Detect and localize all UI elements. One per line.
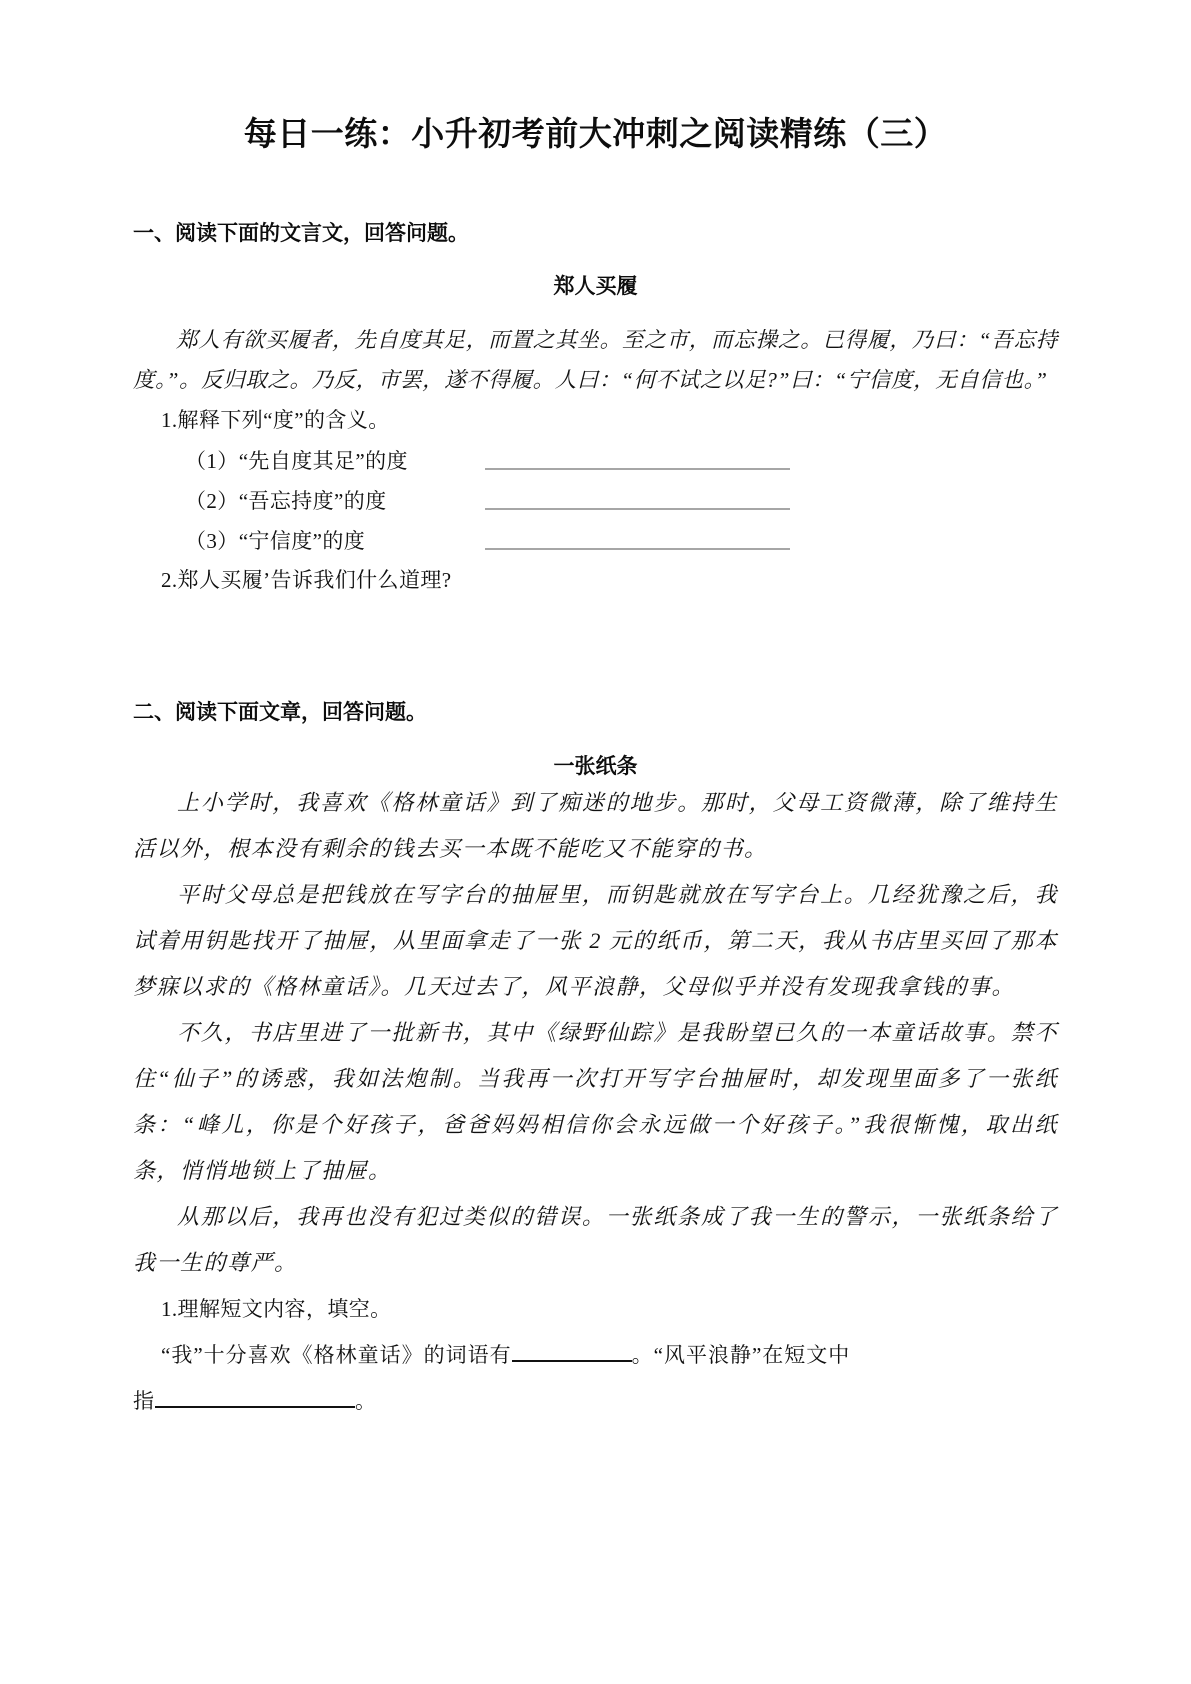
classical-passage-title: 郑人买履 — [553, 274, 638, 298]
question-1-item-1-label: （1）“先自度其足”的度 — [185, 449, 408, 473]
question-1-item-3-label: （3）“宁信度”的度 — [185, 529, 366, 553]
essay-paragraph: 不久，书店里进了一批新书，其中《绿野仙踪》是我盼望已久的一本童话故事。禁不住“仙子”的诱惑，我如法炮制。当我再一次打开写字台抽屉时，却发现里面多了一张纸条：“峰儿，你是个好孩子，爸爸妈妈相信你会永远做一个好孩子。”我很惭愧，取出纸条，悄悄地锁上了抽屉。 — [133, 1020, 1058, 1183]
fill-in-line-2-text-b: 。 — [355, 1389, 377, 1413]
fill-in-blank-1[interactable] — [512, 1360, 632, 1362]
answer-rule-3[interactable] — [485, 548, 790, 550]
answer-rule-1[interactable] — [485, 468, 790, 470]
question-1-prompt: 1.解释下列“度”的含义。 — [161, 408, 390, 432]
answer-row-3 — [133, 520, 1058, 560]
fill-in-line-1-text-b: 。“风平浪静”在短文中 — [631, 1343, 851, 1367]
essay-passage-title: 一张纸条 — [553, 754, 638, 778]
fill-in-line-1-text-a: “我”十分喜欢《格林童话》的词语有 — [161, 1343, 512, 1367]
essay-paragraph: 上小学时，我喜欢《格林童话》到了痴迷的地步。那时，父母工资微薄，除了维持生活以外，根本没有剩余的钱去买一本既不能吃又不能穿的书。 — [133, 790, 1058, 861]
answer-row-1 — [133, 440, 1058, 480]
question-1-item-2-label: （2）“吾忘持度”的度 — [185, 489, 387, 513]
fill-in-line-2 — [133, 1378, 1058, 1424]
essay-question-1-prompt: 1.理解短文内容，填空。 — [161, 1297, 392, 1321]
answer-rule-2[interactable] — [485, 508, 790, 510]
essay-paragraph: 平时父母总是把钱放在写字台的抽屉里，而钥匙就放在写字台上。几经犹豫之后，我试着用钥匙找开了抽屉，从里面拿走了一张 2 元的纸币，第二天，我从书店里买回了那本梦寐以求的《格林童话》。几天过去了，风平浪静，父母似乎并没有发现我拿钱的事。 — [133, 882, 1058, 999]
section-one-heading: 一、阅读下面的文言文，回答问题。 — [133, 221, 469, 245]
classical-passage-text: 郑人有欲买履者，先自度其足，而置之其坐。至之市，而忘操之。已得履，乃曰：“吾忘持度。”。反归取之。乃反，市罢，遂不得履。人曰：“何不试之以足?”曰：“宁信度，无自信也。” — [133, 328, 1058, 392]
fill-in-blank-2[interactable] — [155, 1406, 355, 1408]
question-2-prompt: 2.郑人买履’告诉我们什么道理? — [161, 568, 452, 592]
section-gap — [133, 600, 1058, 696]
page-title: 每日一练：小升初考前大冲刺之阅读精练（三） — [243, 114, 948, 153]
section-two-heading: 二、阅读下面文章，回答问题。 — [133, 700, 427, 724]
fill-in-line-1 — [133, 1332, 1058, 1378]
essay-paragraph: 从那以后，我再也没有犯过类似的错误。一张纸条成了我一生的警示，一张纸条给了我一生的尊严。 — [133, 1204, 1058, 1275]
fill-in-line-2-text-a: 指 — [133, 1389, 155, 1413]
answer-row-2 — [133, 480, 1058, 520]
